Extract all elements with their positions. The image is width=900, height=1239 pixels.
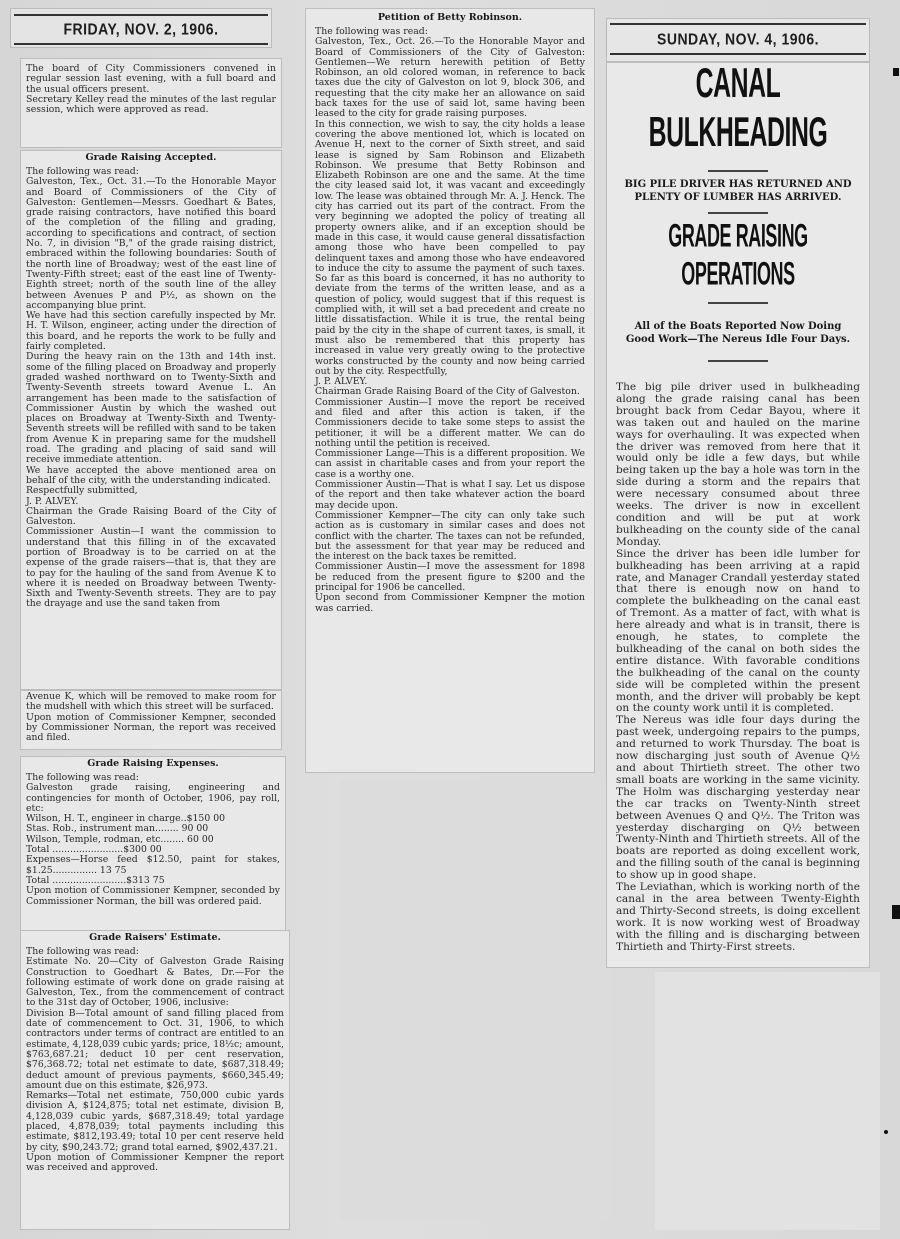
blank-paper-middle — [340, 780, 610, 1220]
headline-rule-3 — [708, 302, 768, 304]
left-intro-text: The board of City Commissioners convened in regular session last evening, with a full board and the usual officers present. Secretary Kelley read the minutes of the last regular session, which were approved as read. — [26, 63, 276, 116]
canal-headline: CANAL BULKHEADING — [648, 62, 828, 156]
grade-accepted-body: The following was read: Galveston, Tex., Oct. 31.—To the Honorable Mayor and Board of Commissioners of the City of Galveston: Gentlemen—Messrs. Goedhart & Bates, grade raising contractors, have notified this board of the completion of the filling and grading, according to specifications and contract, of section No. 7, in division "B," of the grade raising district, embraced within the following boundaries: South of the north line of Broadway; west of the east line of Twenty-Fifth street; east of the east line of Twenty-Eighth street; north of the south line of the alley between Avenues P and P½, as shown on the accompanying blue print. We have had this section carefully inspected by Mr. H. T. Wilson, engineer, acting under the direction of this board, and he reports the work to be fully and fairly completed. During the heavy rain on the 13th and 14th inst. some of the filling placed on Broadway and properly graded washed northward on to Twenty-Sixth and Twenty-Seventh streets toward Avenue L. An arrangement has been made to the satisfaction of Commissioner Austin by which the washed out places on Broadway at Twenty-Sixth and Twenty-Seventh streets will be refilled with sand to be taken from Avenue K in preparing same for the mudshell road. The grading and placing of said sand will receive immediate attention. We have accepted the above mentioned area on behalf of the city, with the understanding indicated. Respectfully submitted, J. P. ALVEY. Chairman the Grade Raising Board of the City of Galveston. Commissioner Austin—I want the commission to understand that this filling in of the excavated portion of Broadway is to be carried on at the expense of the grade raisers—that is, that they are to pay for the hauling of the sand from Avenue K to where it is needed on Broadway between Twenty-Sixth and Twenty-Seventh streets. They are to pay the drayage and use the sand taken from — [26, 166, 276, 610]
grade-accepted-title: Grade Raising Accepted. — [85, 152, 217, 163]
left-date: FRIDAY, NOV. 2, 1906. — [63, 19, 219, 39]
right-date: SUNDAY, NOV. 4, 1906. — [657, 29, 819, 49]
left-date-strip — [10, 8, 272, 48]
petition-title: Petition of Betty Robinson. — [377, 12, 523, 23]
grade-expenses-title: Grade Raising Expenses. — [87, 758, 219, 769]
petition-clip — [305, 8, 595, 773]
grade-expenses-clip — [20, 756, 286, 931]
edge-mark-3 — [884, 1130, 888, 1134]
edge-mark-2 — [892, 905, 900, 919]
grade-accepted-continuation-clip — [20, 690, 282, 750]
raisers-estimate-body: The following was read: Estimate No. 20—City of Galveston Grade Raising Construction to Goedhart & Bates, Dr.—For the following estimate of work done on grade raising at Galveston, Tex., from the commencement of contract to the 31st day of October, 1906, inclusive: Division B—Total amount of sand filling placed from date of commencement to Oct. 31, 1906, to which contractors under terms of contract are entitled to an estimate, 4,128,039 cubic yards; price, 18½c; amount, $763,687.21; deduct 10 per cent reservation, $76,368.72; total net estimate to date, $687,318.49; deduct amount of previous payments, $660,345.49; amount due on this estimate, $26,973. Remarks—Total net estimate, 750,000 cubic yards division A, $124,875; total net estimate, division B, 4,128,039 cubic yards, $687,318.49; total yardage placed, 4,878,039; total payments including this estimate, $812,193.49; total 10 per cent reserve held by city, $90,243.72; grand total earned, $902,437.21. Upon motion of Commissioner Kempner the report was received and approved. — [26, 946, 284, 1174]
petition-body: The following was read: Galveston, Tex., Oct. 26.—To the Honorable Mayor and Board of Commissioners of the City of Galveston: Gentlemen—We return herewith petition of Betty Robinson, an old colored woman, in reference to back taxes due the city of Galveston on lot 9, block 306, and requesting that the city make her an allowance on said back taxes for the use of said lot, same having been leased to the city for grade raising purposes. In this connection, we wish to say, the city holds a lease covering the above mentioned lot, which is located on Avenue H, next to the corner of Sixth street, and said lease is signed by Sam Robinson and Elizabeth Robinson. We presume that Betty Robinson and Elizabeth Robinson are one and the same. At the time the city leased said lot, it was vacant and exceedingly low. The lease was obtained through Mr. A. J. Henck. The city has carried out its part of the contract. From the very beginning we adopted the policy of treating all property owners alike, and if an exception should be made in this case, it would cause general dissatisfaction among those who have been compelled to pay delinquent taxes and among those who have endeavored to induce the city to assume the payment of such taxes. So far as this board is concerned, it has no authority to deviate from the terms of the written lease, and as a question of policy, would suggest that if this request is complied with, it will set a bad precedent and create no little dissatisfaction. While it is true, the rental being paid by the city in the shape of current taxes, is small, it must also be remembered that this property has increased in value very greatly owing to the protective works constructed by the county and now being carried out by the city. Respectfully, J. P. ALVEY. Chairman Grade Raising Board of the City of Galveston. Commissioner Austin—I move the report be received and filed and after this action is taken, if the Commissioners decide to take some steps to assist the petitioner, it will be a different matter. We can do nothing until the petition is received. Commissioner Lange—This is a different proposition. We can assist in charitable cases and from your report the case is a worthy one. Commissioner Austin—That is what I say. Let us dispose of the report and then take whatever action the board may decide upon. Commissioner Kempner—The city can only take such action as is customary in similar cases and does not conflict with the charter. The taxes can not be refunded, but the assessment for that year may be reduced and the interest on the back taxes be remitted. Commissioner Austin—I move the assessment for 1898 be reduced from the present figure to $200 and the principal for 1906 be cancelled. Upon second from Commissioner Kempner the motion was carried. — [315, 26, 585, 614]
grade-expenses-body: The following was read: Galveston grade raising, engineering and contingencies for month of October, 1906, pay roll, etc: Wilson, H. T., engineer in charge..$150 00 Stas. Rob., instrument man........ 90 00 Wilson, Temple, rodman, etc........ 60 00 Total ........................$300 00 Expenses—Horse feed $12.50, paint for stakes, $1.25............... 13 75 Total .........................$313 75 Upon motion of Commissioner Kempner, seconded by Commissioner Norman, the bill was ordered paid. — [26, 772, 280, 907]
right-date-strip — [606, 18, 870, 62]
raisers-estimate-title: Grade Raisers' Estimate. — [89, 932, 221, 943]
grade-raising-subhead: All of the Boats Reported Now Doing Good Work—The Nereus Idle Four Days. — [625, 321, 851, 345]
headline-rule-2 — [708, 212, 768, 214]
blank-paper-right — [655, 972, 880, 1230]
grade-raising-headline: GRADE RAISING OPERATIONS — [668, 217, 808, 292]
left-intro-clip — [20, 58, 282, 148]
grade-accepted-clip — [20, 150, 282, 690]
headline-rule-1 — [708, 170, 768, 172]
raisers-estimate-clip — [20, 930, 290, 1230]
canal-article-clip — [606, 62, 870, 968]
edge-mark-1 — [893, 68, 899, 76]
grade-accepted-continuation: Avenue K, which will be removed to make room for the mudshell with which this street will be surfaced. Upon motion of Commissioner Kempner, seconded by Commissioner Norman, the report was received and filed. — [26, 691, 276, 744]
headline-rule-4 — [708, 360, 768, 362]
canal-body: The big pile driver used in bulkheading along the grade raising canal has been brought back from Cedar Bayou, where it was taken out and hauled on the marine ways for overhauling. It was expected when the driver was removed from here that it would only be idle a few days, but while being taken up the bay a hole was torn in the side during a storm and the repairs that were necessary consumed about three weeks. The driver is now in excellent condition and will be put at work bulkheading on the county side of the canal Monday. Since the driver has been idle lumber for bulkheading has been arriving at a rapid rate, and Manager Crandall yesterday stated that there is enough now on hand to complete the bulkheading on the canal east of Tremont. As a matter of fact, with what is here already and what is in transit, there is enough, he states, to complete the bulkheading of the canal on both sides the entire distance. With favorable conditions the bulkheading of the canal on the county side will be completed within the present month, and the driver will probably be kept on the county work until it is completed. The Nereus was idle four days during the past week, undergoing repairs to the pumps, and returned to work Thursday. The boat is now discharging just south of Avenue Q½ and about Thirtieth street. The other two small boats are working in the same vicinity. The Holm was discharging yesterday near the car tracks on Twenty-Ninth street between Avenues Q and Q½. The Triton was yesterday discharging on Q½ between Twenty-Ninth and Thirtieth streets. All of the boats are reported as doing excellent work, and the filling south of the canal is beginning to show up in good shape. The Leviathan, which is working north of the canal in the area between Twenty-Eighth and Thirty-Second streets, is doing excellent work. It is now working west of Broadway with the filling and is discharging between Thirtieth and Thirty-First streets. — [616, 381, 860, 953]
canal-subhead: BIG PILE DRIVER HAS RETURNED AND PLENTY OF LUMBER HAS ARRIVED. — [624, 179, 852, 203]
